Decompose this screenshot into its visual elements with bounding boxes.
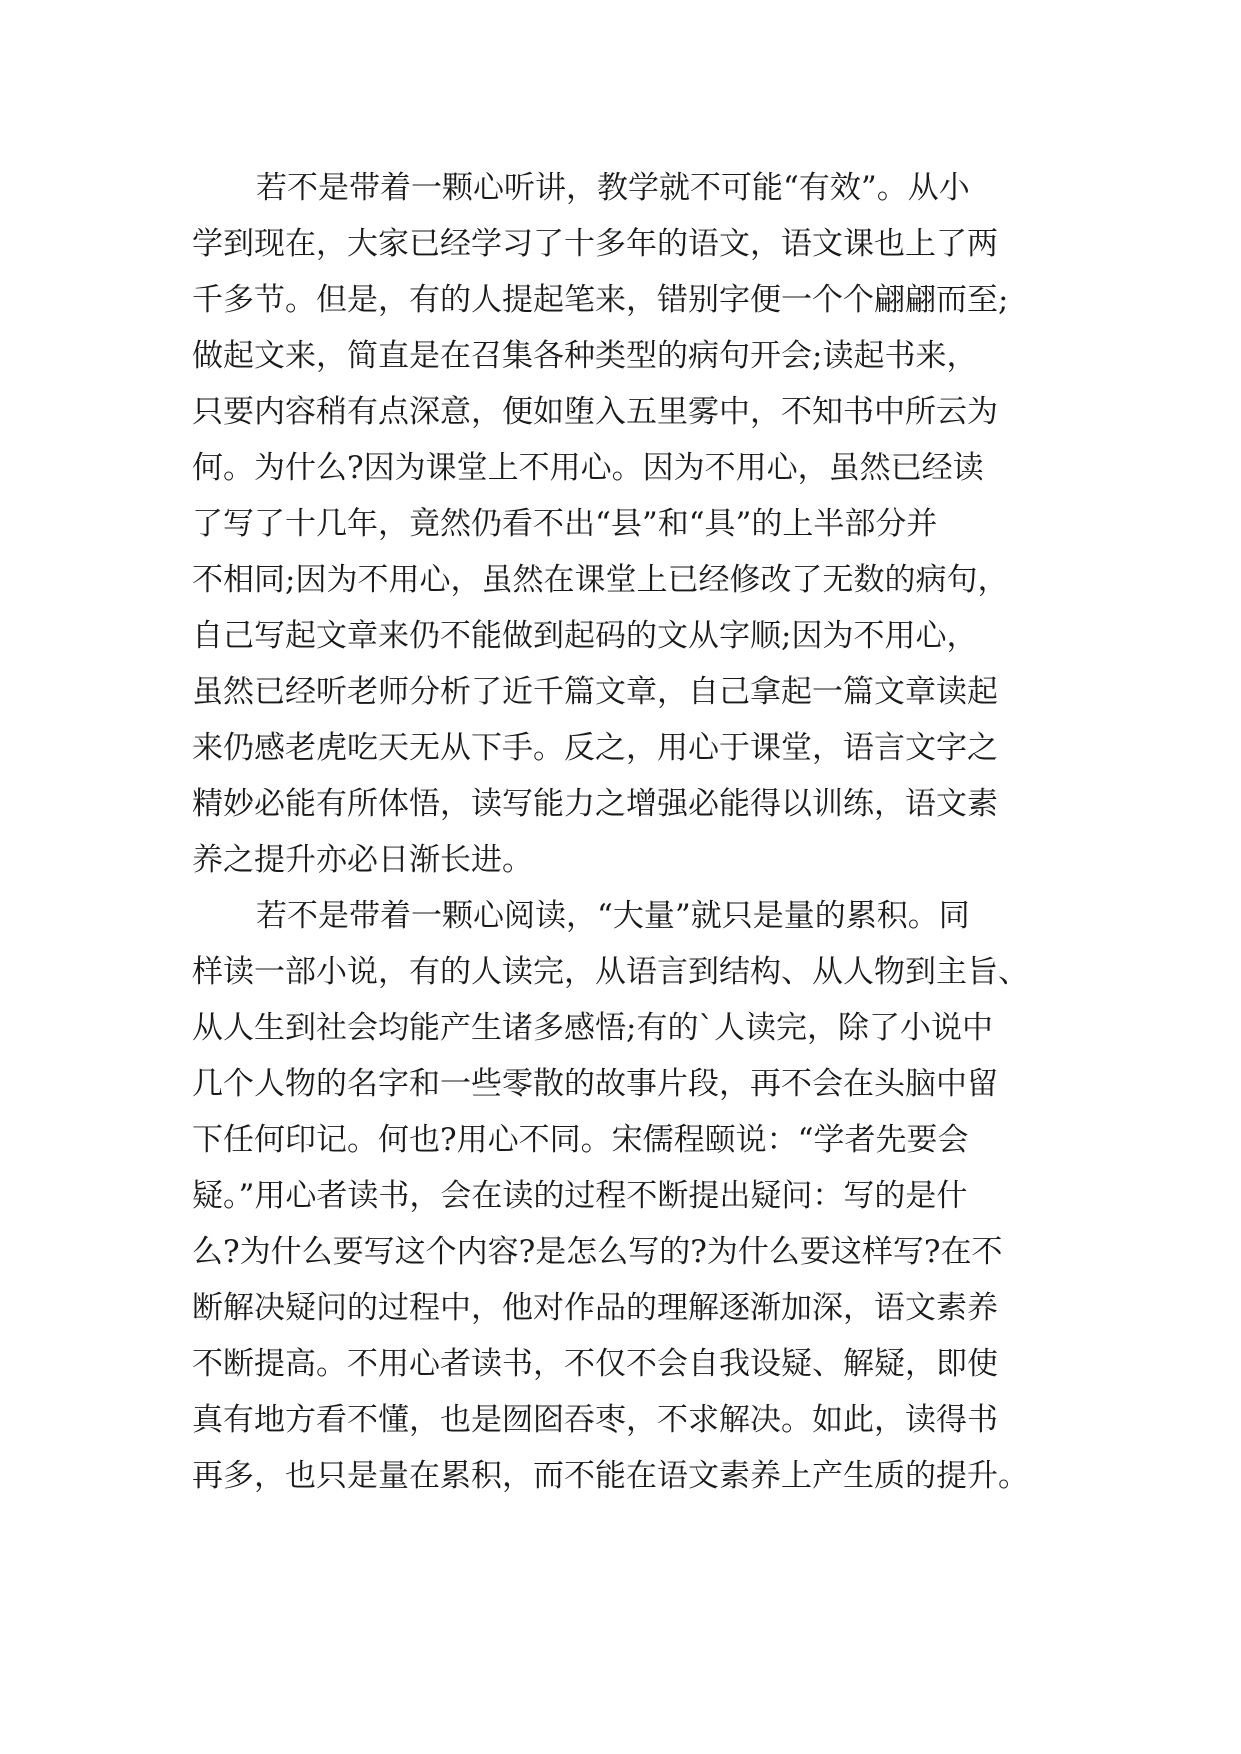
paragraph-1-line-5: 只要内容稍有点深意，便如堕入五里雾中，不知书中所云为: [192, 394, 998, 430]
paragraph-2-line-9: 不断提高。不用心者读书，不仅不会自我设疑、解疑，即使: [192, 1346, 998, 1382]
paragraph-1-line-2: 学到现在，大家已经学习了十多年的语文，语文课也上了两: [192, 226, 998, 262]
paragraph-1-line-3: 千多节。但是，有的人提起笔来，错别字便一个个翩翩而至;: [192, 282, 1009, 318]
paragraph-1-line-1: 若不是带着一颗心听讲，教学就不可能“有效”。从小: [256, 170, 970, 206]
paragraph-1-line-4: 做起文来，简直是在召集各种类型的病句开会;读起书来，: [192, 338, 978, 374]
paragraph-1-line-8: 不相同;因为不用心，虽然在课堂上已经修改了无数的病句，: [192, 562, 1009, 598]
paragraph-2-line-1: 若不是带着一颗心阅读，“大量”就只是量的累积。同: [256, 898, 970, 934]
paragraph-2-line-5: 下任何印记。何也?用心不同。宋儒程颐说：“学者先要会: [192, 1122, 969, 1158]
paragraph-1-line-13: 养之提升亦必日渐长进。: [192, 842, 533, 878]
paragraph-2-line-8: 断解决疑问的过程中，他对作品的理解逐渐加深，语文素养: [192, 1290, 998, 1326]
paragraph-1-line-10: 虽然已经听老师分析了近千篇文章，自己拿起一篇文章读起: [192, 674, 998, 710]
paragraph-1-line-12: 精妙必能有所体悟，读写能力之增强必能得以训练，语文素: [192, 786, 998, 822]
paragraph-1-line-9: 自己写起文章来仍不能做到起码的文从字顺;因为不用心，: [192, 618, 978, 654]
paragraph-2-line-7: 么?为什么要写这个内容?是怎么写的?为什么要这样写?在不: [192, 1234, 1003, 1270]
paragraph-2-line-3: 从人生到社会均能产生诸多感悟;有的`人读完，除了小说中: [192, 1010, 993, 1046]
paragraph-1-line-6: 何。为什么?因为课堂上不用心。因为不用心，虽然已经读: [192, 450, 984, 486]
document-body: [192, 160, 1072, 1504]
paragraph-2-line-11: 再多，也只是量在累积，而不能在语文素养上产生质的提升。: [192, 1458, 1029, 1494]
paragraph-2-line-6: 疑。”用心者读书，会在读的过程不断提出疑问：写的是什: [192, 1178, 968, 1214]
paragraph-2-line-10: 真有地方看不懂，也是囫囵吞枣，不求解决。如此，读得书: [192, 1402, 998, 1438]
paragraph-2-line-2: 样读一部小说，有的人读完，从语言到结构、从人物到主旨、: [192, 954, 1029, 990]
paragraph-1-line-7: 了写了十几年，竟然仍看不出“县”和“具”的上半部分并: [192, 506, 938, 542]
paragraph-2-line-4: 几个人物的名字和一些零散的故事片段，再不会在头脑中留: [192, 1066, 998, 1102]
paragraph-1-line-11: 来仍感老虎吃天无从下手。反之，用心于课堂，语言文字之: [192, 730, 998, 766]
